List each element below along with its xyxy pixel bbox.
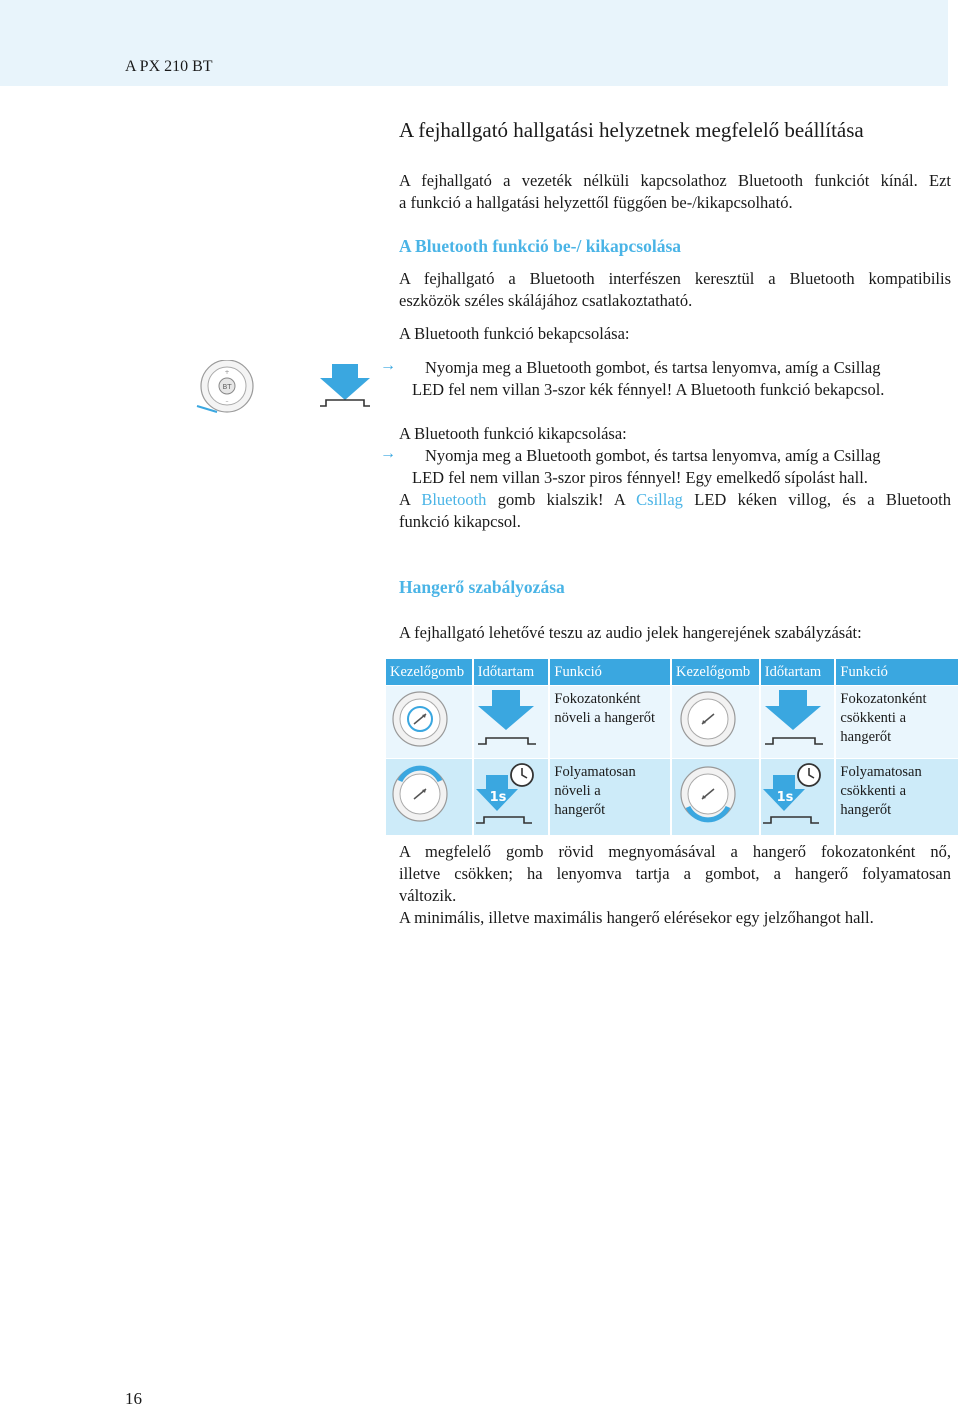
bluetooth-title: A Bluetooth funkció be-/ kikapcsolása xyxy=(399,236,681,256)
header-title: A PX 210 BT xyxy=(125,58,213,75)
function-cell xyxy=(836,686,958,758)
section-intro xyxy=(399,170,951,214)
note-line: változik. xyxy=(399,886,457,905)
intro-line: a funkció a hallgatási helyzettől függően be-/kikapcsolható. xyxy=(399,193,793,212)
function-text: Fokozatonként xyxy=(840,691,927,707)
note-csillag-word: Csillag xyxy=(636,490,683,509)
col-header: Időtartam xyxy=(474,659,549,685)
step-line: LED fel nem villan 3-szor kék fénnyel! A Bluetooth funkció bekapcsol. xyxy=(412,380,885,399)
desc-line: A fejhallgató a Bluetooth interfészen keresztül a Bluetooth kompatibilis xyxy=(399,269,951,288)
function-text: Fokozatonként xyxy=(554,691,641,707)
volume-note xyxy=(399,841,951,929)
step-line: Nyomja meg a Bluetooth gombot, és tartsa lenyomva, amíg a Csillag xyxy=(425,446,881,465)
function-text: csökkenti a xyxy=(840,783,907,799)
table-header-row xyxy=(386,659,958,685)
volume-up-hold-button-icon xyxy=(386,759,464,829)
function-text: hangerőt xyxy=(840,729,892,745)
note-line: A megfelelő gomb rövid megnyomásával a hangerő fokozatonként nő, xyxy=(399,842,951,861)
control-cell xyxy=(672,759,759,835)
note-text: gomb kialszik! A xyxy=(497,490,625,509)
press-hold-icon xyxy=(474,759,541,829)
col-header: Funkció xyxy=(550,659,670,685)
note-bluetooth-word: Bluetooth xyxy=(421,490,487,509)
svg-text:–: – xyxy=(225,398,229,405)
press-down-icon xyxy=(761,686,827,752)
function-cell xyxy=(836,759,958,835)
press-down-icon xyxy=(474,686,541,752)
bluetooth-on-step xyxy=(412,357,942,401)
step-arrow-icon: → xyxy=(380,445,396,462)
col-header: Időtartam xyxy=(761,659,835,685)
note-line xyxy=(399,489,951,511)
table-row xyxy=(386,686,958,758)
volume-down-button-icon xyxy=(672,686,751,752)
desc-line: eszközök széles skálájához csatlakoztatható. xyxy=(399,291,693,310)
function-cell xyxy=(550,686,670,758)
bluetooth-on-label: A Bluetooth funkció bekapcsolása: xyxy=(399,324,630,343)
bluetooth-off-note xyxy=(399,489,951,533)
duration-cell xyxy=(761,686,835,758)
step-line: LED fel nem villan 3-szor piros fénnyel! Egy emelkedő sípolást hall. xyxy=(412,468,868,487)
section-title: A fejhallgató hallgatási helyzetnek megfelelő beállítása xyxy=(399,118,864,142)
bluetooth-off-step xyxy=(412,445,942,489)
function-cell xyxy=(550,759,670,835)
volume-up-button-icon xyxy=(386,686,464,752)
function-text: hangerőt xyxy=(554,802,606,818)
control-cell xyxy=(672,686,759,758)
volume-down-hold-button-icon xyxy=(672,759,751,829)
volume-intro: A fejhallgató lehetővé teszu az audio jelek hangerejének szabályzását: xyxy=(399,623,862,642)
function-text: Folyamatosan xyxy=(554,764,636,780)
function-text: növeli a xyxy=(554,783,601,799)
note-text: LED kéken villog, és a Bluetooth xyxy=(694,490,952,509)
duration-cell xyxy=(761,759,835,835)
function-text: hangerőt xyxy=(840,802,892,818)
step-arrow-icon: → xyxy=(380,357,396,374)
col-header: Funkció xyxy=(836,659,958,685)
volume-title: Hangerő szabályozása xyxy=(399,577,565,597)
svg-text:+: + xyxy=(224,369,230,376)
function-text: csökkenti a xyxy=(840,710,907,726)
step-line: Nyomja meg a Bluetooth gombot, és tartsa lenyomva, amíg a Csillag xyxy=(425,358,881,377)
function-text: Folyamatosan xyxy=(840,764,922,780)
note-line: A minimális, illetve maximális hangerő elérésekor egy jelzőhangot hall. xyxy=(399,908,874,927)
bluetooth-desc xyxy=(399,268,951,312)
intro-line: A fejhallgató a vezeték nélküli kapcsolathoz Bluetooth funkciót kínál. Ezt xyxy=(399,171,951,190)
headphone-control-icon xyxy=(195,360,257,416)
page-number: 16 xyxy=(125,1389,142,1408)
duration-cell xyxy=(474,686,549,758)
svg-text:BT: BT xyxy=(222,383,232,391)
table-row xyxy=(386,759,958,835)
note-line: illetve csökken; ha lenyomva tartja a gombot, a hangerő folyamatosan xyxy=(399,864,951,883)
col-header: Kezelőgomb xyxy=(672,659,759,685)
note-text: A xyxy=(399,490,411,509)
control-cell xyxy=(386,759,472,835)
note-line: funkció kikapcsol. xyxy=(399,512,521,531)
duration-cell xyxy=(474,759,549,835)
bluetooth-off-label: A Bluetooth funkció kikapcsolása: xyxy=(399,424,627,443)
press-down-icon xyxy=(318,362,372,410)
control-cell xyxy=(386,686,472,758)
function-text: növeli a hangerőt xyxy=(554,710,656,726)
volume-table xyxy=(384,658,960,836)
duration-label: 1s xyxy=(776,790,794,805)
duration-label: 1s xyxy=(489,790,507,805)
press-hold-icon xyxy=(761,759,827,829)
col-header: Kezelőgomb xyxy=(386,659,472,685)
